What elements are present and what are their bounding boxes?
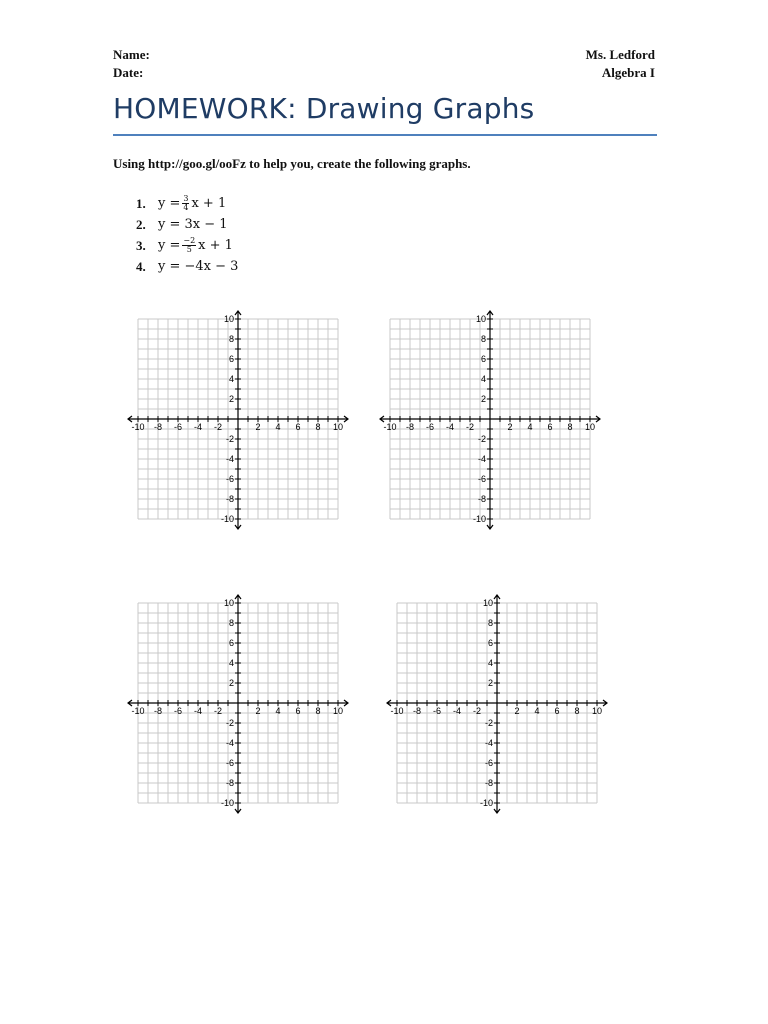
y-tick-label: 2 — [480, 394, 486, 404]
equation-rhs: x + 1 — [198, 238, 233, 253]
grid-svg — [383, 593, 611, 817]
y-tick-label: 10 — [482, 598, 493, 608]
problem-number: 1. — [136, 195, 146, 211]
equation — [158, 217, 228, 232]
x-tick-label: 10 — [332, 706, 344, 716]
y-tick-label: 10 — [475, 314, 486, 324]
instructions: Using http://goo.gl/ooFz to help you, create the following graphs. — [113, 156, 471, 171]
x-tick-label: -2 — [213, 422, 223, 432]
x-tick-label: 8 — [315, 422, 321, 432]
x-tick-label: -10 — [131, 706, 145, 716]
x-tick-label: -8 — [153, 422, 163, 432]
x-tick-label: 10 — [584, 422, 596, 432]
coordinate-grid-1 — [124, 309, 352, 533]
x-tick-label: -6 — [432, 706, 442, 716]
y-tick-label: -4 — [484, 738, 493, 748]
equation-lhs: y = — [158, 196, 181, 211]
coordinate-grid-3 — [124, 593, 352, 817]
y-tick-label: 8 — [487, 618, 493, 628]
equation — [158, 259, 238, 274]
header-row-1 — [113, 46, 655, 64]
x-tick-label: 4 — [275, 706, 281, 716]
y-tick-label: 6 — [228, 638, 234, 648]
x-tick-label: -2 — [465, 422, 475, 432]
slope-denominator: 4 — [183, 203, 189, 212]
problem-item — [136, 256, 238, 277]
y-tick-label: -6 — [225, 758, 234, 768]
y-tick-label: -6 — [484, 758, 493, 768]
x-tick-label: -4 — [193, 422, 203, 432]
x-tick-label: 6 — [547, 422, 553, 432]
x-tick-label: -4 — [452, 706, 462, 716]
teacher-name: Ms. Ledford — [585, 47, 655, 62]
y-tick-label: 4 — [487, 658, 493, 668]
y-tick-label: 2 — [228, 394, 234, 404]
y-tick-label: -4 — [225, 454, 234, 464]
x-tick-label: -6 — [425, 422, 435, 432]
equation-rhs: x − 1 — [192, 217, 228, 232]
x-tick-label: -10 — [390, 706, 404, 716]
y-tick-label: -2 — [484, 718, 493, 728]
slope-fraction — [182, 237, 196, 254]
equation-lhs: y = −4 — [158, 259, 204, 274]
grid-svg — [124, 593, 352, 817]
y-tick-label: -2 — [225, 718, 234, 728]
slope-numerator: 3 — [183, 194, 189, 203]
x-tick-label: 4 — [534, 706, 540, 716]
y-tick-label: -2 — [225, 434, 234, 444]
problem-number: 3. — [136, 237, 146, 253]
equation — [158, 237, 233, 254]
y-tick-label: -8 — [484, 778, 493, 788]
y-tick-label: -10 — [220, 798, 234, 808]
equation-rhs: x + 1 — [191, 196, 227, 211]
equation — [158, 195, 226, 212]
equation-lhs: y = 3 — [158, 217, 193, 232]
y-tick-label: 10 — [223, 598, 234, 608]
problem-item — [136, 193, 238, 214]
x-tick-label: 10 — [332, 422, 344, 432]
x-tick-label: -2 — [213, 706, 223, 716]
y-tick-label: -6 — [225, 474, 234, 484]
y-tick-label: -8 — [477, 494, 486, 504]
slope-numerator: −2 — [183, 236, 196, 245]
x-tick-label: -8 — [405, 422, 415, 432]
equation-rhs: x − 3 — [203, 259, 239, 274]
x-tick-label: 8 — [567, 422, 573, 432]
title-underline — [113, 134, 657, 136]
y-tick-label: -8 — [225, 494, 234, 504]
x-tick-label: -10 — [383, 422, 397, 432]
y-tick-label: -10 — [220, 514, 234, 524]
x-tick-label: 2 — [255, 706, 261, 716]
coordinate-grid-4 — [383, 593, 611, 817]
y-tick-label: 6 — [487, 638, 493, 648]
y-tick-label: -10 — [479, 798, 493, 808]
x-tick-label: -10 — [131, 422, 145, 432]
header-row-2 — [113, 64, 655, 82]
x-tick-label: 6 — [295, 422, 301, 432]
x-tick-label: 4 — [527, 422, 533, 432]
page-title: HOMEWORK: Drawing Graphs — [113, 92, 535, 125]
y-tick-label: 4 — [480, 374, 486, 384]
y-tick-label: 8 — [480, 334, 486, 344]
x-tick-label: 6 — [554, 706, 560, 716]
slope-fraction — [182, 195, 189, 212]
y-tick-label: 10 — [223, 314, 234, 324]
problem-list — [136, 193, 238, 277]
date-label: Date: — [113, 65, 144, 80]
x-tick-label: -8 — [412, 706, 422, 716]
x-tick-label: 10 — [591, 706, 603, 716]
y-tick-label: 4 — [228, 374, 234, 384]
x-tick-label: -6 — [173, 422, 183, 432]
x-tick-label: 8 — [315, 706, 321, 716]
y-tick-label: 8 — [228, 334, 234, 344]
y-tick-label: 4 — [228, 658, 234, 668]
y-tick-label: -4 — [225, 738, 234, 748]
x-tick-label: -4 — [445, 422, 455, 432]
equation-lhs: y = — [158, 238, 181, 253]
y-tick-label: 2 — [487, 678, 493, 688]
grid-svg — [376, 309, 604, 533]
problem-number: 2. — [136, 216, 146, 232]
course-name: Algebra I — [601, 65, 655, 80]
y-tick-label: 6 — [228, 354, 234, 364]
y-tick-label: 8 — [228, 618, 234, 628]
name-label: Name: — [113, 47, 150, 62]
x-tick-label: -8 — [153, 706, 163, 716]
y-tick-label: -4 — [477, 454, 486, 464]
y-tick-label: -8 — [225, 778, 234, 788]
x-tick-label: 2 — [514, 706, 520, 716]
y-tick-label: -2 — [477, 434, 486, 444]
y-tick-label: -10 — [472, 514, 486, 524]
slope-denominator: 5 — [186, 245, 192, 254]
x-tick-label: -4 — [193, 706, 203, 716]
x-tick-label: 4 — [275, 422, 281, 432]
x-tick-label: 2 — [507, 422, 513, 432]
grid-svg — [124, 309, 352, 533]
y-tick-label: 2 — [228, 678, 234, 688]
problem-number: 4. — [136, 258, 146, 274]
x-tick-label: 6 — [295, 706, 301, 716]
x-tick-label: 8 — [574, 706, 580, 716]
problem-item — [136, 235, 238, 256]
problem-item — [136, 214, 238, 235]
x-tick-label: -2 — [472, 706, 482, 716]
y-tick-label: -6 — [477, 474, 486, 484]
x-tick-label: -6 — [173, 706, 183, 716]
coordinate-grid-2 — [376, 309, 604, 533]
x-tick-label: 2 — [255, 422, 261, 432]
y-tick-label: 6 — [480, 354, 486, 364]
